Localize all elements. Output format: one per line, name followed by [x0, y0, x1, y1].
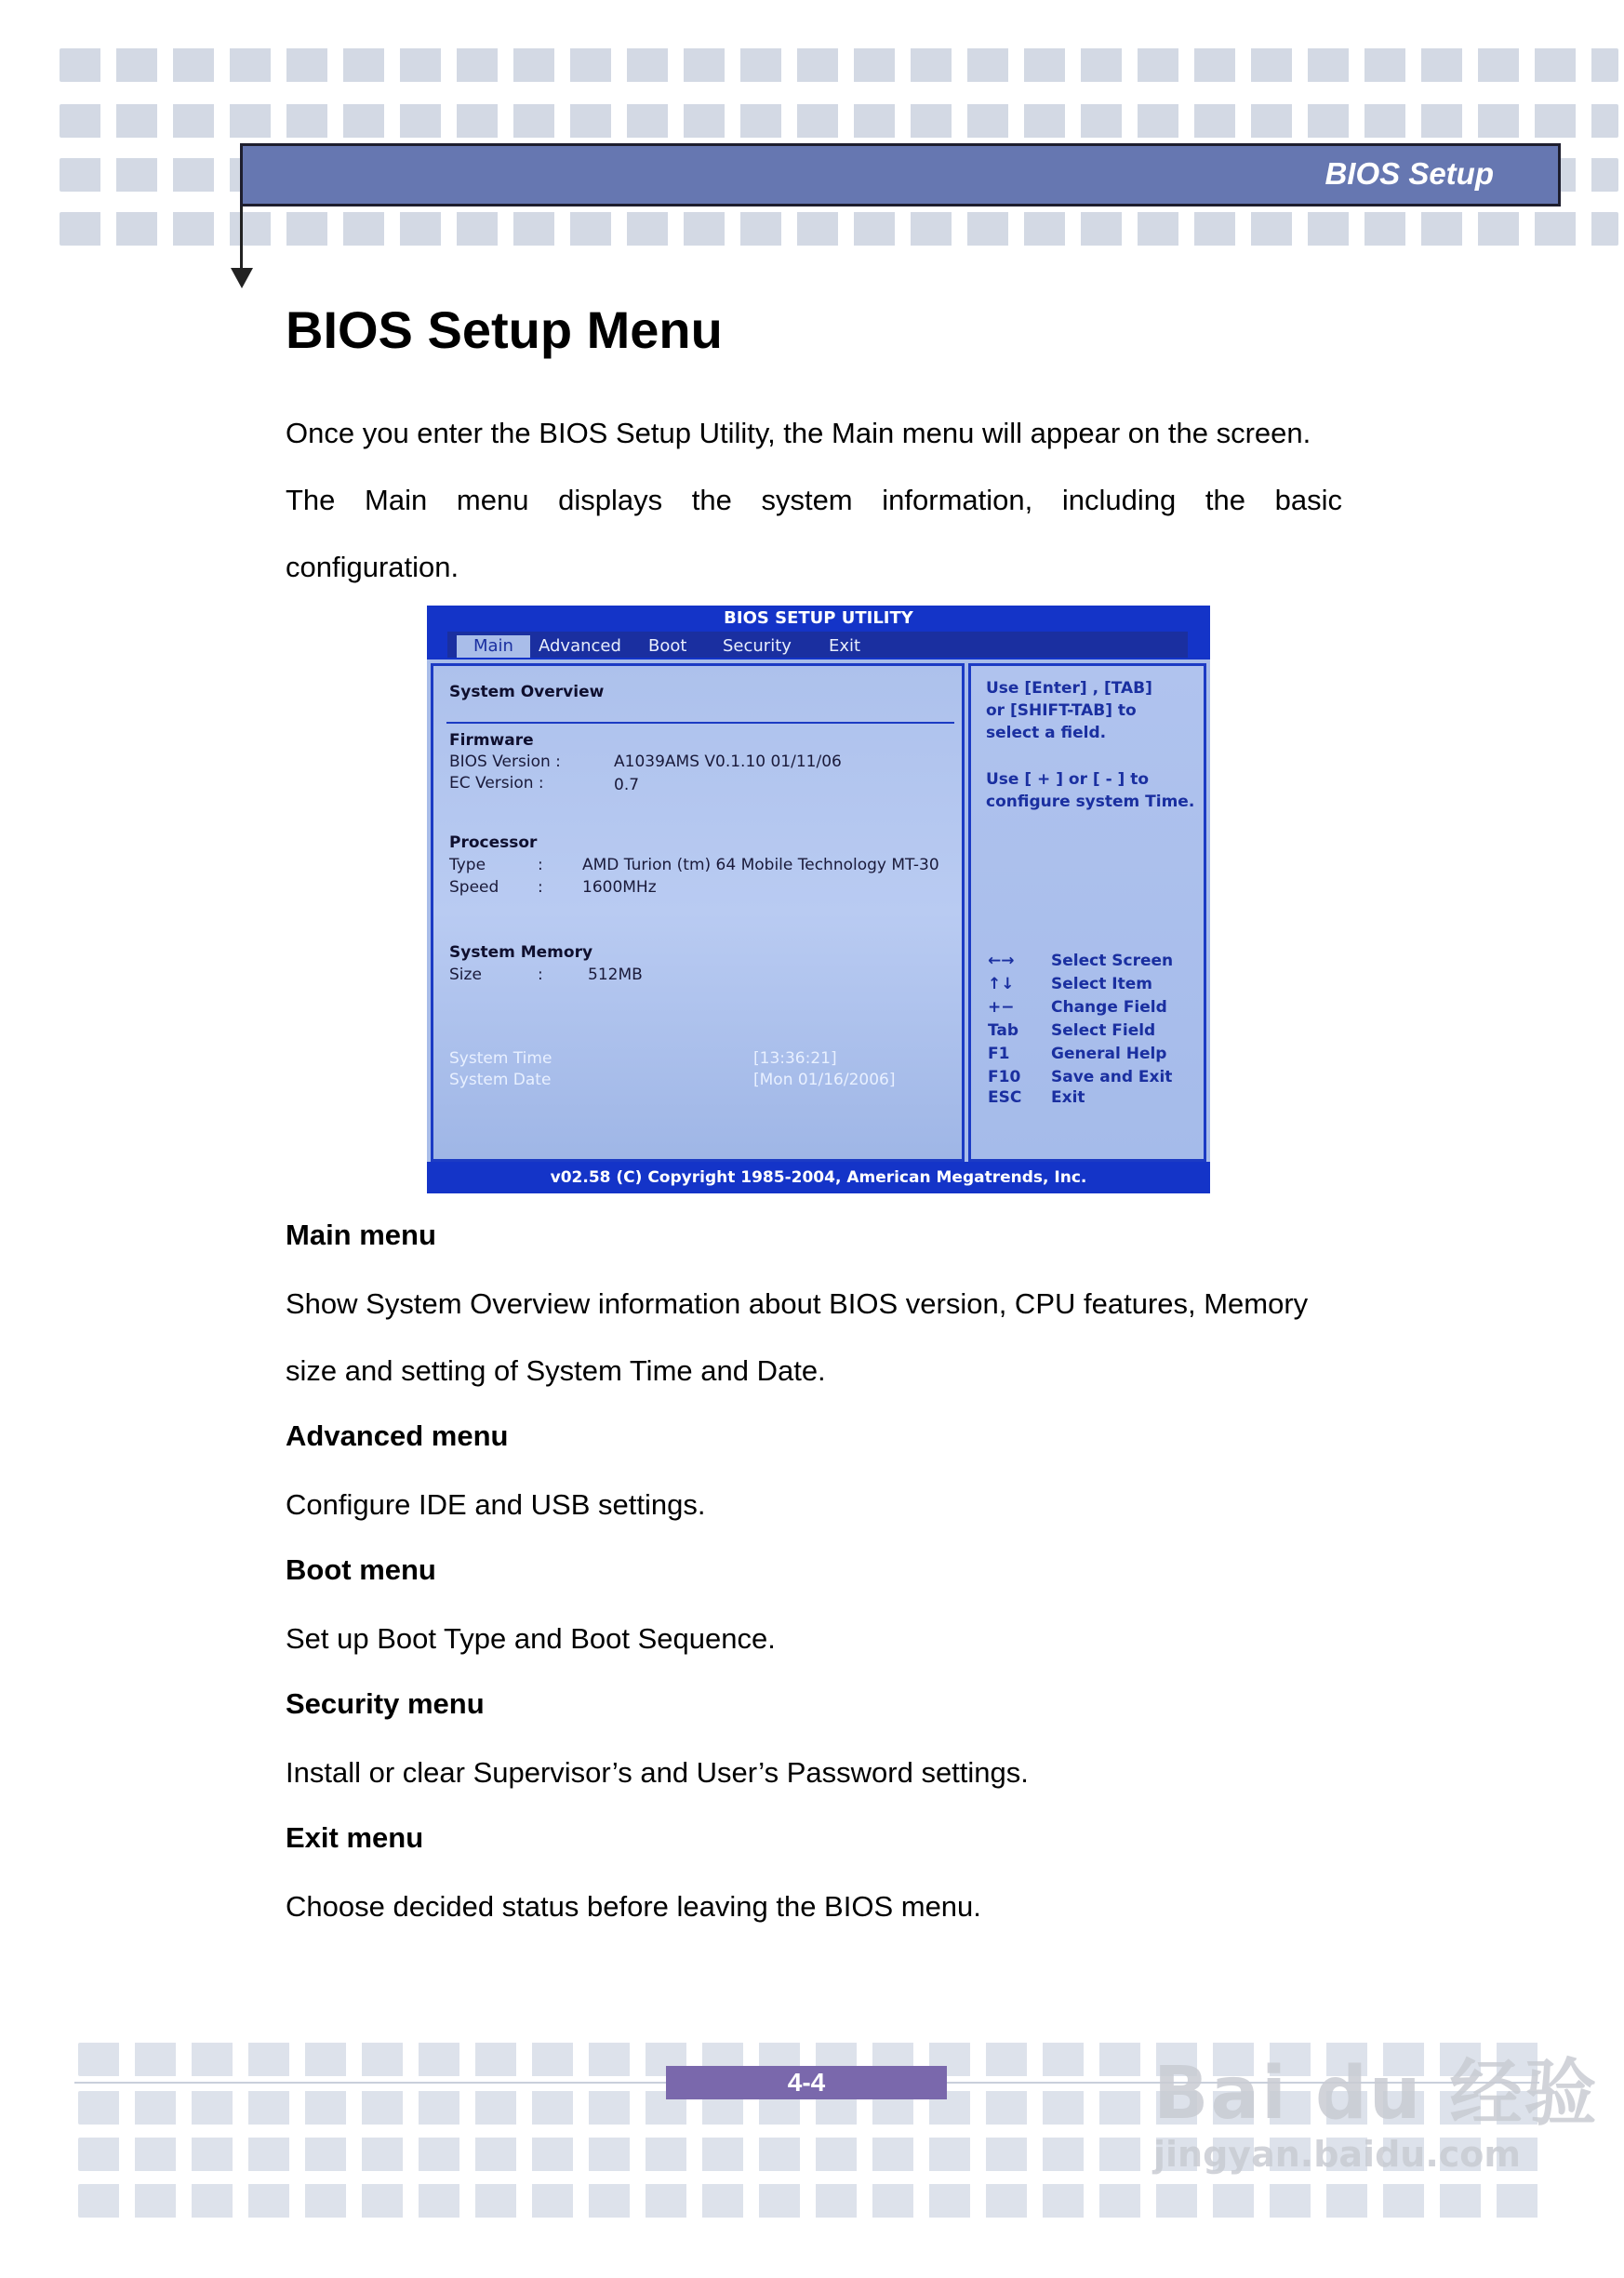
bios-processor-speed-colon: :	[538, 878, 543, 897]
page-number: 4-4	[787, 2068, 826, 2097]
intro-paragraph	[286, 400, 1342, 601]
decor-tiles-bottom-4	[78, 2184, 1540, 2218]
bios-key-f10: F10	[988, 1068, 1021, 1086]
bios-main-panel	[431, 663, 965, 1162]
bios-help-line-1: Use [Enter] , [TAB]	[986, 679, 1152, 698]
bios-title: BIOS SETUP UTILITY	[427, 606, 1210, 632]
header-connector-line	[240, 206, 243, 270]
bios-ec-version-value: 0.7	[614, 776, 640, 794]
bios-firmware-heading: Firmware	[449, 731, 534, 750]
bios-key-f1: F1	[988, 1045, 1010, 1063]
bios-key-arrows-ud: ↑↓	[988, 975, 1015, 993]
bios-version-label: BIOS Version :	[449, 753, 561, 771]
bios-processor-speed-value: 1600MHz	[582, 878, 657, 897]
bios-tab-boot[interactable]: Boot	[648, 636, 687, 656]
boot-menu-line-1: Set up Boot Type and Boot Sequence.	[286, 1622, 776, 1655]
bios-memory-size-colon: :	[538, 966, 543, 984]
bios-key-desc-select-item: Select Item	[1051, 975, 1152, 993]
bios-help-line-2: or [SHIFT-TAB] to	[986, 701, 1137, 720]
bios-system-time-label[interactable]: System Time	[449, 1049, 552, 1068]
security-menu-line-1: Install or clear Supervisor’s and User’s Password settings.	[286, 1756, 1029, 1789]
bios-key-desc-save-exit: Save and Exit	[1051, 1068, 1173, 1086]
bios-key-desc-select-field: Select Field	[1051, 1021, 1156, 1040]
advanced-menu-line-1: Configure IDE and USB settings.	[286, 1488, 706, 1521]
intro-line-2: The Main menu displays the system information, including the basic	[286, 484, 1342, 516]
main-menu-line-2: size and setting of System Time and Date.	[286, 1354, 826, 1387]
bios-key-desc-select-screen: Select Screen	[1051, 952, 1174, 970]
bios-memory-size-label: Size	[449, 966, 482, 984]
bios-help-panel	[968, 663, 1206, 1162]
arrow-down-icon	[231, 268, 253, 288]
baidu-watermark	[1153, 2035, 1599, 2175]
bios-processor-speed-label: Speed	[449, 878, 499, 897]
bios-key-esc: ESC	[988, 1088, 1022, 1107]
bios-tab-exit[interactable]: Exit	[829, 636, 861, 656]
intro-line-1: Once you enter the BIOS Setup Utility, the Main menu will appear on the screen.	[286, 417, 1311, 449]
bios-key-desc-general-help: General Help	[1051, 1045, 1167, 1063]
bios-system-time-value[interactable]: [13:36:21]	[753, 1049, 837, 1068]
decor-tiles-row-4	[60, 212, 1618, 246]
section-header-title: BIOS Setup	[1324, 156, 1494, 191]
bios-key-arrows-lr: ←→	[988, 952, 1015, 970]
watermark-url: jingyan.baidu.com	[1153, 2134, 1521, 2175]
bios-copyright-footer: v02.58 (C) Copyright 1985-2004, American Megatrends, Inc.	[427, 1162, 1210, 1193]
exit-menu-line-1: Choose decided status before leaving the BIOS menu.	[286, 1890, 981, 1923]
bios-tab-main[interactable]: Main	[457, 635, 530, 658]
bios-version-value: A1039AMS V0.1.10 01/11/06	[614, 753, 842, 771]
bios-key-desc-change-field: Change Field	[1051, 998, 1167, 1017]
bios-system-date-label[interactable]: System Date	[449, 1071, 552, 1089]
bios-processor-type-label: Type	[449, 856, 486, 874]
intro-line-3: configuration.	[286, 551, 459, 583]
bios-overview-heading: System Overview	[449, 683, 605, 701]
bios-key-tab: Tab	[988, 1021, 1019, 1040]
bios-key-plus-minus: +−	[988, 998, 1015, 1017]
bios-ec-version-label: EC Version :	[449, 774, 544, 793]
bios-key-desc-exit: Exit	[1051, 1088, 1085, 1107]
main-menu-line-1: Show System Overview information about BIOS version, CPU features, Memory	[286, 1287, 1309, 1320]
boot-menu-heading: Boot menu	[286, 1553, 436, 1586]
decor-tiles-row-2	[60, 104, 1618, 138]
bios-processor-type-value: AMD Turion (tm) 64 Mobile Technology MT-30	[582, 856, 939, 874]
main-menu-heading: Main menu	[286, 1219, 436, 1251]
bios-screenshot	[427, 606, 1210, 1193]
bios-tab-security[interactable]: Security	[723, 636, 792, 656]
bios-memory-heading: System Memory	[449, 943, 593, 962]
bios-menubar	[427, 632, 1210, 659]
exit-menu-heading: Exit menu	[286, 1821, 424, 1854]
bios-memory-size-value: 512MB	[588, 966, 643, 984]
bios-processor-heading: Processor	[449, 833, 538, 852]
page-title: BIOS Setup Menu	[286, 300, 723, 359]
bios-processor-type-colon: :	[538, 856, 543, 874]
watermark-brand: Bai du 经验	[1153, 2052, 1599, 2136]
bios-help-line-3: select a field.	[986, 724, 1107, 742]
decor-tiles-row-1	[60, 48, 1618, 82]
bios-help-line-5: configure system Time.	[986, 793, 1195, 811]
security-menu-heading: Security menu	[286, 1687, 485, 1720]
bios-help-line-4: Use [ + ] or [ - ] to	[986, 770, 1150, 789]
bios-overview-divider	[446, 722, 954, 724]
bios-system-date-value[interactable]: [Mon 01/16/2006]	[753, 1071, 896, 1089]
bios-tab-advanced[interactable]: Advanced	[539, 636, 621, 656]
advanced-menu-heading: Advanced menu	[286, 1419, 509, 1452]
